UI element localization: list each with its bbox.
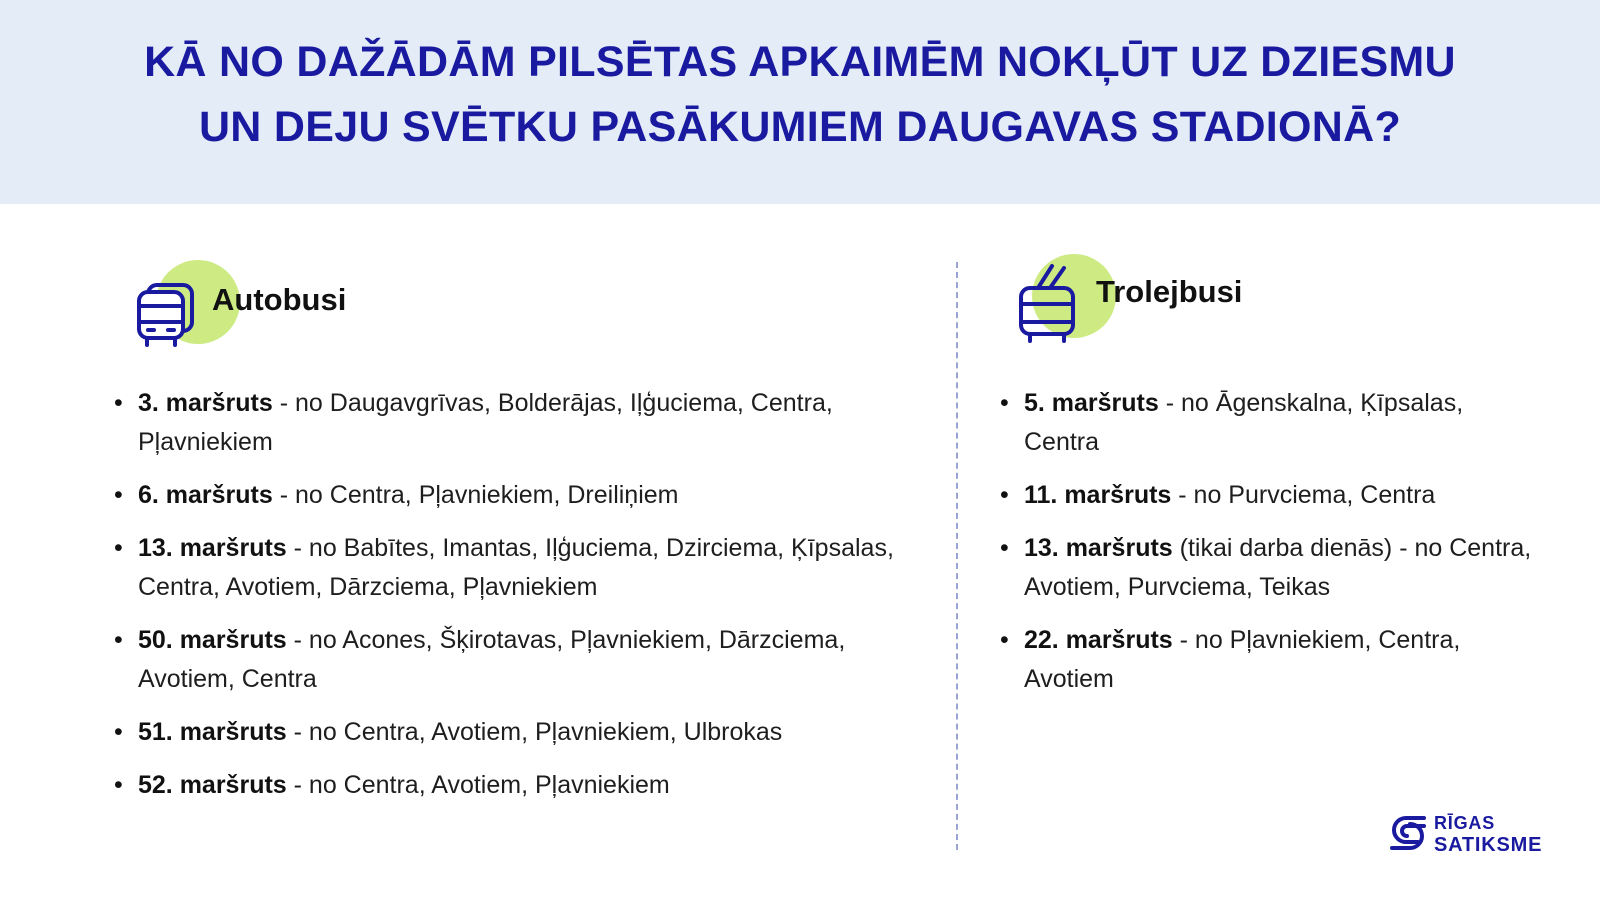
route-item [114, 621, 938, 699]
route-description: - no Centra, Avotiem, Pļavniekiem, Ulbrokas [286, 718, 783, 746]
bullet-icon: • [1000, 534, 1009, 562]
bullet-icon: • [1000, 626, 1009, 654]
route-number: 51. maršruts [138, 718, 287, 746]
route-description: - no Purvciema, Centra [1171, 481, 1436, 509]
bus-icon [136, 282, 196, 352]
bullet-icon: • [114, 481, 123, 509]
route-description: - no Daugavgrīvas, Bolderājas, Iļģuciema, Centra, Pļavniekiem [138, 389, 833, 456]
route-number: 5. maršruts [1024, 389, 1159, 417]
trolleybuses-heading [1018, 252, 1318, 352]
column-divider [956, 262, 958, 850]
page-title-line-2: UN DEJU SVĒTKU PASĀKUMIEM DAUGAVAS STADIONĀ? [198, 103, 1402, 151]
route-description: - no Centra, Avotiem, Pļavniekiem [286, 771, 670, 799]
route-number: 50. maršruts [138, 626, 287, 654]
route-item [114, 476, 938, 515]
route-number: 52. maršruts [138, 771, 287, 799]
bullet-icon: • [114, 534, 123, 562]
route-number: 11. maršruts [1024, 481, 1172, 509]
route-description: - no Āgenskalna, Ķīpsalas, Centra [1024, 389, 1464, 456]
route-description: - no Pļavniekiem, Centra, Avotiem [1024, 626, 1461, 693]
route-number: 13. maršruts [1024, 534, 1173, 562]
route-description: - no Centra, Pļavniekiem, Dreiliņiem [272, 481, 679, 509]
bullet-icon: • [114, 389, 123, 417]
logo-text-line-2: SATIKSME [1434, 834, 1543, 856]
route-number: 22. maršruts [1024, 626, 1173, 654]
route-item [114, 766, 938, 805]
route-item [114, 713, 938, 752]
buses-heading [136, 258, 436, 358]
route-number: 3. maršruts [138, 389, 273, 417]
trolleybus-routes-list [1000, 384, 1544, 713]
rigas-satiksme-logo [1388, 812, 1548, 858]
trolleybuses-title: Trolejbusi [1096, 274, 1243, 309]
bullet-icon: • [1000, 389, 1009, 417]
bullet-icon: • [114, 771, 123, 799]
bus-routes-list [114, 384, 938, 819]
logo-mark-icon [1388, 812, 1428, 854]
route-item [1000, 529, 1544, 607]
route-item [1000, 476, 1544, 515]
route-description: (tikai darba dienās) - no Centra, Avotiem, Purvciema, Teikas [1024, 534, 1532, 601]
header-banner [0, 0, 1600, 204]
route-item [1000, 621, 1544, 699]
page-title-line-1: KĀ NO DAŽĀDĀM PILSĒTAS APKAIMĒM NOKĻŪT UZ DZIESMU [144, 38, 1456, 86]
bullet-icon: • [114, 626, 123, 654]
route-number: 6. maršruts [138, 481, 273, 509]
route-item [114, 384, 938, 462]
bullet-icon: • [1000, 481, 1009, 509]
route-item [1000, 384, 1544, 462]
route-item [114, 529, 938, 607]
route-description: - no Babītes, Imantas, Iļģuciema, Dzirciema, Ķīpsalas, Centra, Avotiem, Dārzciema, Pļavniekiem [138, 534, 894, 601]
buses-title: Autobusi [212, 282, 347, 317]
logo-text-line-1: RĪGAS [1434, 813, 1496, 833]
route-number: 13. maršruts [138, 534, 287, 562]
route-description: - no Acones, Šķirotavas, Pļavniekiem, Dārzciema, Avotiem, Centra [138, 626, 846, 693]
trolleybus-icon [1018, 262, 1078, 352]
bullet-icon: • [114, 718, 123, 746]
